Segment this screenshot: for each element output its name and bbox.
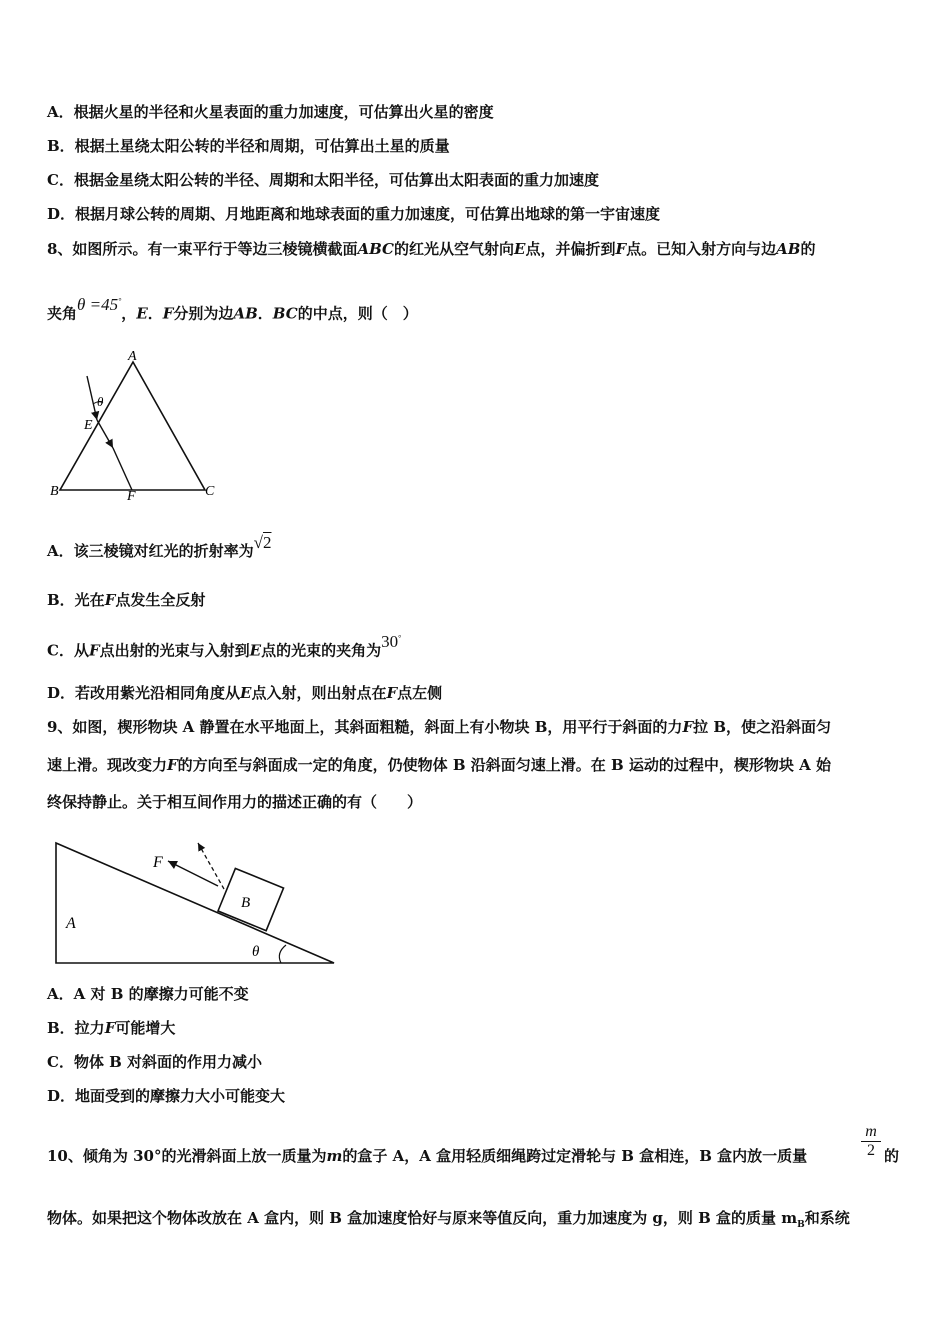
theta-arc [279,945,286,963]
q8-stem-line-1: 8、如图所示。有一束平行于等边三棱镜横截面ABC的红光从空气射向E点，并偏折到F点。已知入射方向与边AB的 [47,240,816,258]
q7-option-a: A．根据火星的半径和火星表面的重力加速度，可估算出火星的密度 [47,103,494,121]
wedge-diagram [50,835,345,970]
fraction-m-over-2: m 2 [861,1123,881,1160]
label-theta: θ [97,394,104,409]
refracted-ray [113,448,132,490]
q8-option-a: A．该三棱镜对红光的折射率为√2 [47,533,272,560]
q9-option-d: D．地面受到的摩擦力大小可能变大 [47,1087,286,1105]
wedge-a [56,843,334,963]
label-e: E [84,418,93,433]
q9-stem-line-2: 速上滑。现改变力F的方向至与斜面成一定的角度，仍使物体 B 沿斜面匀速上滑。在 B 运动的过程中，楔形物块 A 始 [47,756,832,774]
incident-ray [87,376,97,420]
q7-option-d: D．根据月球公转的周期、月地距离和地球表面的重力加速度，可估算出地球的第一宇宙速度 [47,205,661,223]
label-f: F [153,854,163,871]
q7-option-c: C．根据金星绕太阳公转的半径、周期和太阳半径，可估算出太阳表面的重力加速度 [47,171,599,189]
q8-option-b: B．光在F点发生全反射 [47,591,206,609]
q8-option-c: C．从F点出射的光束与入射到E点的光束的夹角为30° [47,631,402,660]
q7-option-b: B．根据土星绕太阳公转的半径和周期，可估算出土星的质量 [47,137,450,155]
block-b [218,868,284,930]
q9-option-a: A．A 对 B 的摩擦力可能不变 [47,985,249,1003]
q9-stem-line-1: 9、如图，楔形物块 A 静置在水平地面上，其斜面粗糙，斜面上有小物块 B，用平行于斜面的力F拉 B，使之沿斜面匀 [47,718,831,736]
angle-30-expression: 30° [381,631,402,651]
label-a: A [128,349,137,364]
refracted-ray-arrow [97,420,113,448]
label-a: A [66,915,76,932]
q9-option-c: C．物体 B 对斜面的作用力减小 [47,1053,263,1071]
prism-diagram [45,340,225,505]
q9-stem-line-3: 终保持静止。关于相互间作用力的描述正确的有（ ） [47,793,423,811]
label-f: F [127,489,136,504]
label-b: B [241,895,251,911]
label-theta: θ [252,944,260,960]
q10-stem-line-1-end: 的 [884,1147,900,1165]
q8-stem-line-2: 夹角θ =45°，E．F分别为边AB．BC的中点，则（ ） [47,294,418,323]
q10-stem-line-2: 物体。如果把这个物体改放在 A 盒内，则 B 盒加速度恰好与原来等值反向，重力加速度为 g，则 B 盒的质量 $m_B$和系统 [47,1209,850,1230]
q10-stem-line-1: 10、倾角为 30°的光滑斜面上放一质量为m的盒子 A，A 盒用轻质细绳跨过定滑轮与 B 盒相连，B 盒内放一质量 [47,1147,808,1165]
q9-option-b: B．拉力F可能增大 [47,1019,176,1037]
prism-triangle [60,362,205,490]
q8-option-d: D．若改用紫光沿相同角度从E点入射，则出射点在F点左侧 [47,684,443,702]
force-f-arrow [168,861,218,886]
theta-45-expression: θ =45° [77,294,122,314]
sqrt-2-expression: √2 [253,533,272,552]
label-c: C [205,484,215,499]
label-b: B [50,484,59,499]
